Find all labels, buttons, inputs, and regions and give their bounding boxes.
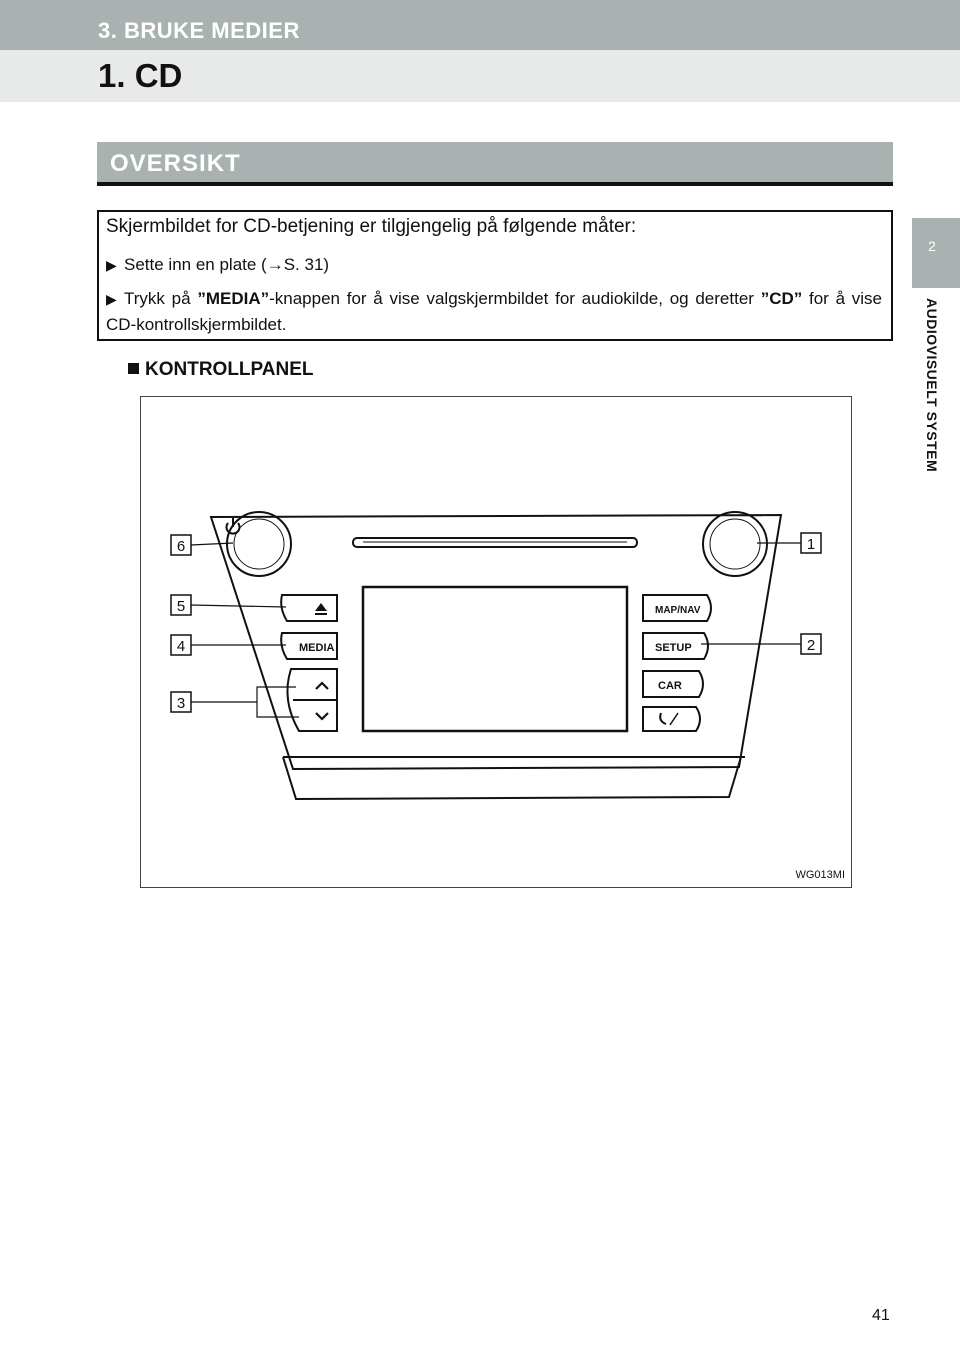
phone-button [643,707,700,731]
overview-intro: Skjermbildet for CD-betjening er tilgjengelig på følgende måter: [106,216,637,237]
callout-6: 6 [176,538,186,555]
setup-label: SETUP [655,642,692,654]
power-volume-knob [227,512,291,576]
bullet-arrow-icon: ▶ [106,257,117,273]
callout-2: 2 [806,637,816,654]
callout-5: 5 [176,598,186,615]
panel-bottom-trim [283,757,741,799]
display-screen [363,587,627,731]
overview-box [97,210,893,341]
page-title: 1. CD [98,57,183,94]
overview-header [97,142,893,186]
tune-scroll-knob [703,512,767,576]
chapter-number: 2 [928,238,936,254]
eject-icon [315,603,327,611]
figure-code: WG013MI [795,869,845,881]
chevron-down-icon [316,713,328,719]
callout-4: 4 [176,638,186,655]
overview-heading: OVERSIKT [110,150,241,177]
chapter-label: AUDIOVISUELT SYSTEM [924,298,940,473]
square-bullet-icon [128,363,139,374]
media-label: MEDIA [299,642,335,654]
control-panel-illustration [141,397,851,887]
bullet-text: Sette inn en plate (→S. 31) [124,255,330,274]
bullet-insert-disc [106,252,329,278]
control-panel-figure [140,396,852,888]
map-nav-label: MAP/NAV [655,605,701,616]
control-panel-heading: KONTROLLPANEL [128,359,314,381]
callout-1: 1 [806,536,816,553]
eject-button [281,595,337,621]
car-label: CAR [658,680,682,692]
page-number: 41 [872,1307,890,1324]
callout-3: 3 [176,695,186,712]
chevron-up-icon [316,683,328,689]
section-title: 3. BRUKE MEDIER [98,18,300,43]
bullet-arrow-icon: ▶ [106,291,117,307]
phone-icon [660,713,666,724]
bullet-media-button: ▶ Trykk på ”MEDIA”-knappen for å vise valgskjermbildet for audiokilde, og deretter ”CD” for å vise CD-kontrollskjermbildet. [106,289,882,334]
